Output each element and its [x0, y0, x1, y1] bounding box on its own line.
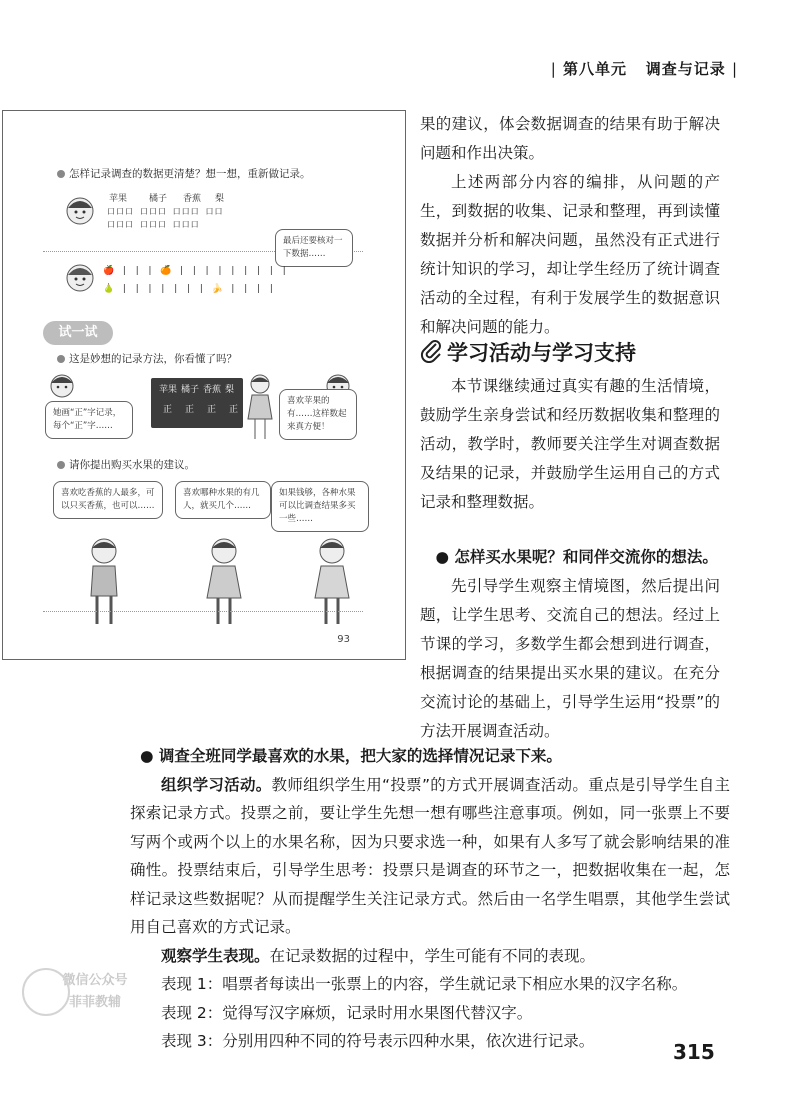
tally-row: 🍐 | | | | | | | 🍌 | | | | [103, 284, 276, 294]
paragraph: 本节课继续通过真实有趣的生活情境，鼓励学生亲身尝试和经历数据收集和整理的活动，教学时，教师要关注学生对调查数据及结果的记录，并鼓励学生运用自己的方式记录和整理数据。 [420, 377, 720, 511]
page-number: 315 [673, 1040, 715, 1064]
paragraph: 观察学生表现。在记录数据的过程中，学生可能有不同的表现。 [161, 946, 596, 965]
try-it-label: 试一试 [43, 321, 113, 345]
tally-header-pear: 梨 [215, 194, 225, 204]
speech-bubble-a: 喜欢吃香蕉的人最多，可以只买香蕉，也可以…… [53, 481, 163, 519]
list-item: 表现 3：分别用四种不同的符号表示四种水果，依次进行记录。 [161, 1032, 595, 1050]
textbook-page-number: 93 [337, 634, 350, 645]
tally-row: 🍎 | | | 🍊 | | | | | | | | | [103, 266, 288, 276]
watermark-line-2: 菲菲教辅 [68, 995, 121, 1010]
unit-label: 第八单元 [563, 60, 628, 78]
tally-header-apple: 苹果 [109, 194, 128, 204]
watermark [18, 960, 136, 1014]
child-face-icon [49, 373, 75, 399]
section-heading: 学习活动与学习支持 [420, 337, 636, 367]
list-item: 表现 1：唱票者每读出一张票上的内容，学生就记录下相应水果的汉字名称。 [161, 975, 688, 993]
speech-bubble-left: 她画“正”字记录，每个“正”字…… [45, 401, 133, 439]
textbook-question-3: 请你提出购买水果的建议。 [57, 457, 195, 472]
list-item: 表现 2：觉得写汉字麻烦，记录时用水果图代替汉字。 [161, 1003, 533, 1022]
blackboard: 苹果 橘子 香蕉 梨 正 正 正 正 [151, 378, 243, 428]
tally-row: 口口口 口口口 口口口 口口 [107, 207, 224, 216]
tally-header-orange: 橘子 [149, 194, 168, 204]
child-face-icon [65, 263, 95, 293]
child-figure-icon [307, 536, 357, 631]
speech-bubble-right: 喜欢苹果的有……这样数起来真方便！ [279, 389, 357, 440]
divider [43, 611, 363, 612]
full-width-body [130, 742, 730, 1056]
child-face-icon [65, 196, 95, 226]
watermark-logo-icon [22, 968, 70, 1016]
paragraph: 上述两部分内容的编排，从问题的产生，到数据的收集、记录和整理，再到读懂数据并分析和解决问题，虽然没有正式进行统计知识的学习，却让学生经历了统计调查活动的全过程，有利于发展学生的数据意识和解决问题的能力。 [420, 173, 720, 336]
paragraph: 先引导学生观察主情境图，然后提出问题，让学生思考、交流自己的想法。经过上节课的学习，多数学生都会想到进行调查，根据调查的结果提出买水果的建议。在充分交流讨论的基础上，引导学生运用“投票”的方法开展调查活动。 [420, 577, 720, 740]
textbook-question-2: 这是妙想的记录方法，你看懂了吗？ [57, 351, 237, 366]
tally-header-banana: 香蕉 [183, 194, 202, 204]
watermark-line-1: 微信公众号 [62, 973, 128, 988]
child-figure-icon [199, 536, 249, 631]
speech-bubble-b: 喜欢哪种水果的有几人，就买几个…… [175, 481, 271, 519]
child-figure-icon [243, 373, 277, 443]
right-column-top [420, 110, 720, 342]
paperclip-icon [420, 339, 444, 363]
speech-bubble-c: 如果钱够，各种水果可以比调查结果多买一些…… [271, 481, 369, 532]
right-column-body [420, 372, 720, 746]
bullet-heading: ● 怎样买水果呢？和同伴交流你的想法。 [435, 548, 718, 566]
child-figure-icon [79, 536, 129, 631]
unit-title: 调查与记录 [645, 60, 726, 78]
paragraph: 果的建议，体会数据调查的结果有助于解决问题和作出决策。 [420, 115, 720, 162]
tally-row: 口口口 口口口 口口口 [107, 220, 200, 229]
textbook-page-figure [2, 110, 406, 660]
paragraph: 组织学习活动。教师组织学生用“投票”的方式开展调查活动。重点是引导学生自主探索记录方式。投票之前，要让学生先想一想有哪些注意事项。例如，同一张票上不要写两个或两个以上的水果名称，因为只要求选一种，如果有人多写了就会影响结果的准确性。投票结束后，引导学生思考：投票只是调查的环节之一，把数据收集在一起，怎样记录这些数据呢？从而提醒学生关注记录方式。然后由一名学生唱票，其他学生尝试用自己喜欢的方式记录。 [130, 775, 730, 936]
running-header: | 第八单元 调查与记录 | [550, 60, 738, 78]
textbook-question-1: 怎样记录调查的数据更清楚？想一想，重新做记录。 [57, 166, 311, 181]
note-bubble: 最后还要核对一下数据…… [275, 229, 353, 267]
bullet-heading: ● 调查全班同学最喜欢的水果，把大家的选择情况记录下来。 [140, 747, 562, 765]
